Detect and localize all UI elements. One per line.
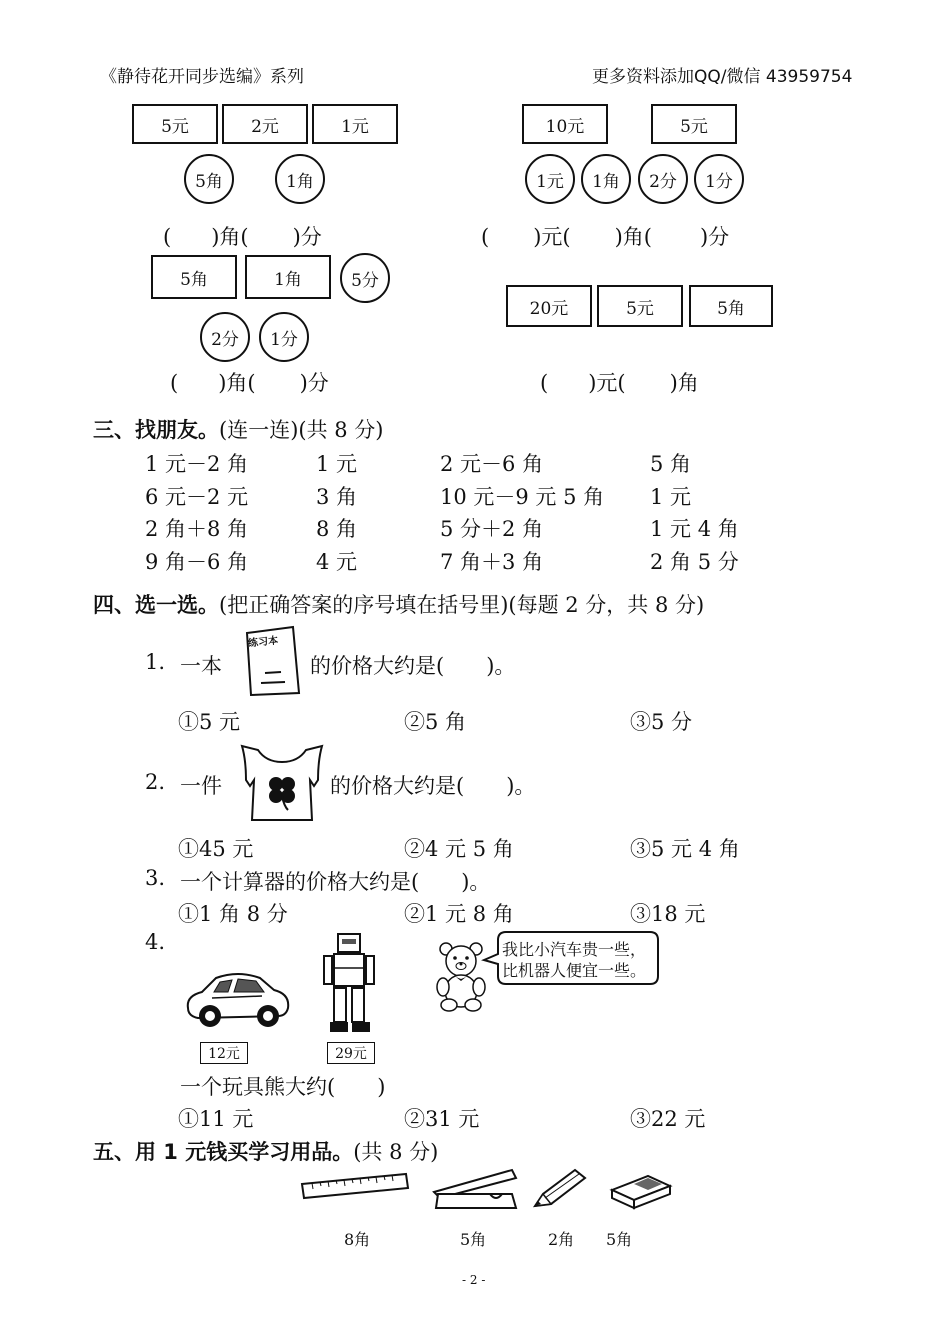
option[interactable]: ①45 元 [178, 837, 254, 861]
robot-price-tag: 29元 [327, 1042, 375, 1064]
item-price: 8角 [344, 1230, 371, 1249]
option[interactable]: ①5 元 [178, 710, 241, 734]
match-item[interactable]: 1 元－2 角 [145, 452, 249, 476]
coin: 5角 [184, 154, 234, 204]
match-item[interactable]: 2 角＋8 角 [145, 517, 249, 541]
section-3-subtitle: (连一连)(共 8 分) [219, 418, 384, 442]
section-3-heading [93, 414, 383, 444]
banknote: 10元 [522, 104, 608, 144]
match-item[interactable]: 4 元 [316, 550, 358, 574]
option[interactable]: ③5 分 [630, 710, 693, 734]
banknote: 5角 [689, 285, 773, 327]
question-1-pre: 一本 [180, 654, 222, 678]
coin: 2分 [638, 154, 688, 204]
header-series-title: 《静待花开同步选编》系列 [100, 67, 304, 87]
match-item[interactable]: 1 元 [650, 485, 692, 509]
question-4-number: 4. [145, 930, 166, 954]
answer-blank: ( )元( )角( )分 [481, 225, 730, 249]
banknote: 5元 [132, 104, 218, 144]
coin: 1角 [275, 154, 325, 204]
section-5-title: 五、用 1 元钱买学习用品。 [93, 1140, 354, 1164]
section-5-subtitle: (共 8 分) [353, 1140, 439, 1164]
banknote: 1角 [245, 255, 331, 299]
bubble-line-2: 比机器人便宜一些。 [502, 961, 647, 980]
bubble-line-1: 我比小汽车贵一些， [502, 940, 647, 959]
match-item[interactable]: 5 角 [650, 452, 692, 476]
option[interactable]: ①1 角 8 分 [178, 902, 288, 926]
coin: 5分 [340, 253, 390, 303]
coin: 1分 [694, 154, 744, 204]
coin: 1分 [259, 312, 309, 362]
item-price: 5角 [460, 1230, 487, 1249]
answer-blank: ( )角( )分 [170, 371, 329, 395]
banknote: 5角 [151, 255, 237, 299]
answer-blank: ( )元( )角 [540, 371, 699, 395]
banknote: 1元 [312, 104, 398, 144]
match-item[interactable]: 2 角 5 分 [650, 550, 739, 574]
banknote: 20元 [506, 285, 592, 327]
match-item[interactable]: 5 分＋2 角 [440, 517, 544, 541]
section-4-subtitle: (把正确答案的序号填在括号里)(每题 2 分，共 8 分) [219, 593, 705, 617]
match-item[interactable]: 1 元 [316, 452, 358, 476]
car-price-tag: 12元 [200, 1042, 248, 1064]
question-2-pre: 一件 [180, 774, 222, 798]
header-contact: 更多资料添加QQ/微信 43959754 [592, 67, 853, 87]
banknote: 5元 [651, 104, 737, 144]
match-item[interactable]: 7 角＋3 角 [440, 550, 544, 574]
question-1-post: 的价格大约是( )。 [310, 654, 516, 678]
question-1-number: 1. [145, 650, 166, 674]
option[interactable]: ②5 角 [404, 710, 467, 734]
coin: 1元 [525, 154, 575, 204]
answer-blank: ( )角( )分 [163, 225, 322, 249]
question-2-number: 2. [145, 770, 166, 794]
match-item[interactable]: 6 元－2 元 [145, 485, 249, 509]
question-3-text: 一个计算器的价格大约是( )。 [180, 870, 491, 894]
item-price: 2角 [548, 1230, 575, 1249]
section-3-title: 三、找朋友。 [93, 418, 219, 442]
section-5-heading [93, 1136, 438, 1166]
match-item[interactable]: 10 元－9 元 5 角 [440, 485, 605, 509]
match-item[interactable]: 1 元 4 角 [650, 517, 739, 541]
option[interactable]: ②1 元 8 角 [404, 902, 514, 926]
match-item[interactable]: 2 元－6 角 [440, 452, 544, 476]
option[interactable]: ②31 元 [404, 1107, 480, 1131]
match-item[interactable]: 9 角－6 角 [145, 550, 249, 574]
coin: 1角 [581, 154, 631, 204]
banknote: 5元 [597, 285, 683, 327]
coin: 2分 [200, 312, 250, 362]
question-4-text: 一个玩具熊大约( ) [180, 1075, 386, 1099]
question-2-post: 的价格大约是( )。 [330, 774, 536, 798]
banknote: 2元 [222, 104, 308, 144]
workbook-label: 练习本 [247, 635, 279, 650]
option[interactable]: ②4 元 5 角 [404, 837, 514, 861]
section-4-title: 四、选一选。 [93, 593, 219, 617]
option[interactable]: ③18 元 [630, 902, 706, 926]
section-4-heading [93, 589, 704, 619]
item-price: 5角 [606, 1230, 633, 1249]
match-item[interactable]: 3 角 [316, 485, 358, 509]
question-3-number: 3. [145, 866, 166, 890]
option[interactable]: ①11 元 [178, 1107, 254, 1131]
option[interactable]: ③5 元 4 角 [630, 837, 740, 861]
option[interactable]: ③22 元 [630, 1107, 706, 1131]
match-item[interactable]: 8 角 [316, 517, 358, 541]
page-number: - 2 - [462, 1273, 486, 1287]
